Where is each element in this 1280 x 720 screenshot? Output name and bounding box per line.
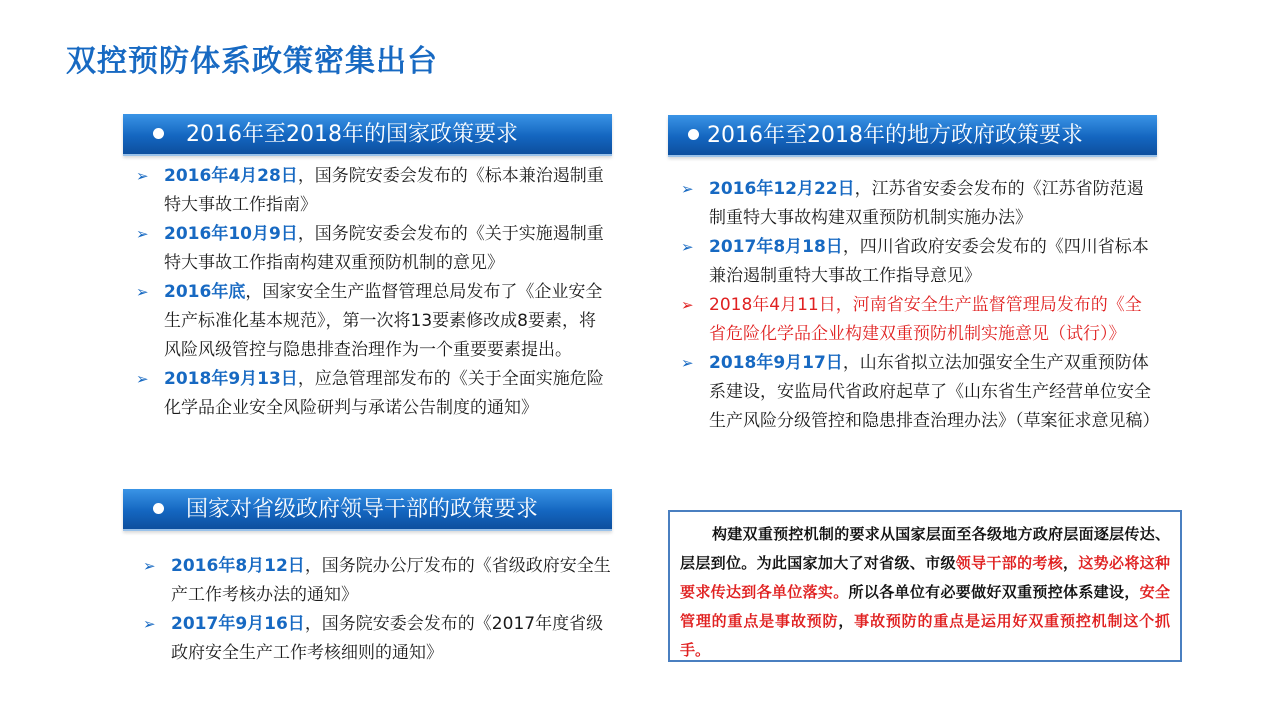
arrow-right-icon: ➢ bbox=[136, 225, 149, 243]
list-item-highlighted: ➢ 2018年4月11日，河南省安全生产监督管理局发布的《全省危险化学品企业构建双重预防机制实施意见（试行）》 bbox=[681, 291, 1151, 349]
list-item: ➢ 2016年12月22日，江苏省安委会发布的《江苏省防范遏制重特大事故构建双重预防机制实施办法》 bbox=[681, 175, 1151, 233]
arrow-right-icon: ➢ bbox=[681, 296, 694, 314]
banner-title: 2016年至2018年的国家政策要求 bbox=[186, 122, 518, 147]
highlight-text: 领导干部的考核 bbox=[955, 554, 1064, 572]
banner-title: 国家对省级政府领导干部的政策要求 bbox=[186, 497, 539, 522]
bullet-dot-icon bbox=[688, 129, 699, 140]
arrow-right-icon: ➢ bbox=[136, 370, 149, 388]
list-item: ➢ 2016年10月9日，国务院安委会发布的《关于实施遏制重特大事故工作指南构建双重预防机制的意见》 bbox=[136, 220, 608, 278]
arrow-right-icon: ➢ bbox=[681, 354, 694, 372]
local-policy-banner bbox=[668, 115, 1157, 157]
arrow-right-icon: ➢ bbox=[681, 238, 694, 256]
arrow-right-icon: ➢ bbox=[143, 557, 156, 575]
highlight-text: 这势必将这种要求传达到各单位落实。 bbox=[680, 554, 1170, 601]
arrow-right-icon: ➢ bbox=[143, 615, 156, 633]
provincial-leaders-banner bbox=[123, 489, 612, 531]
page-title: 双控预防体系政策密集出台 bbox=[66, 44, 438, 79]
national-policy-list bbox=[136, 162, 608, 423]
list-item: ➢ 2017年8月18日，四川省政府安委会发布的《四川省标本兼治遏制重特大事故工作指导意见》 bbox=[681, 233, 1151, 291]
summary-box: 构建双重预控机制的要求从国家层面至各级地方政府层面逐层传达、层层到位。为此国家加大了对省级、市级领导干部的考核，这势必将这种要求传达到各单位落实。所以各单位有必要做好双重预控体系建设，安全管理的重点是事故预防，事故预防的重点是运用好双重预控机制这个抓手。 bbox=[668, 510, 1182, 662]
list-item: ➢ 2016年4月28日，国务院安委会发布的《标本兼治遏制重特大事故工作指南》 bbox=[136, 162, 608, 220]
local-policy-list bbox=[681, 175, 1160, 436]
list-item: ➢ 2018年9月13日，应急管理部发布的《关于全面实施危险化学品企业安全风险研判与承诺公告制度的通知》 bbox=[136, 365, 608, 423]
list-item: ➢ 2016年底，国家安全生产监督管理总局发布了《企业安全生产标准化基本规范》，第一次将13要素修改成8要素，将风险风级管控与隐患排查治理作为一个重要要素提出。 bbox=[136, 278, 608, 365]
arrow-right-icon: ➢ bbox=[136, 167, 149, 185]
provincial-leaders-list bbox=[143, 552, 613, 668]
bullet-dot-icon bbox=[153, 128, 164, 139]
highlight-text: 安全管理的重点是事故预防 bbox=[680, 583, 1170, 630]
highlight-text: 事故预防的重点是运用好双重预控机制这个抓手。 bbox=[680, 612, 1170, 659]
list-item: ➢ 2017年9月16日，国务院安委会发布的《2017年度省级政府安全生产工作考核细则的通知》 bbox=[143, 610, 613, 668]
list-item: ➢ 2018年9月17日，山东省拟立法加强安全生产双重预防体系建设，安监局代省政府起草了《山东省生产经营单位安全生产风险分级管控和隐患排查治理办法》（草案征求意见稿） bbox=[681, 349, 1151, 436]
arrow-right-icon: ➢ bbox=[681, 180, 694, 198]
national-policy-banner bbox=[123, 114, 612, 156]
bullet-dot-icon bbox=[153, 503, 164, 514]
banner-title: 2016年至2018年的地方政府政策要求 bbox=[707, 123, 1083, 148]
list-item: ➢ 2016年8月12日，国务院办公厅发布的《省级政府安全生产工作考核办法的通知》 bbox=[143, 552, 613, 610]
arrow-right-icon: ➢ bbox=[136, 283, 149, 301]
